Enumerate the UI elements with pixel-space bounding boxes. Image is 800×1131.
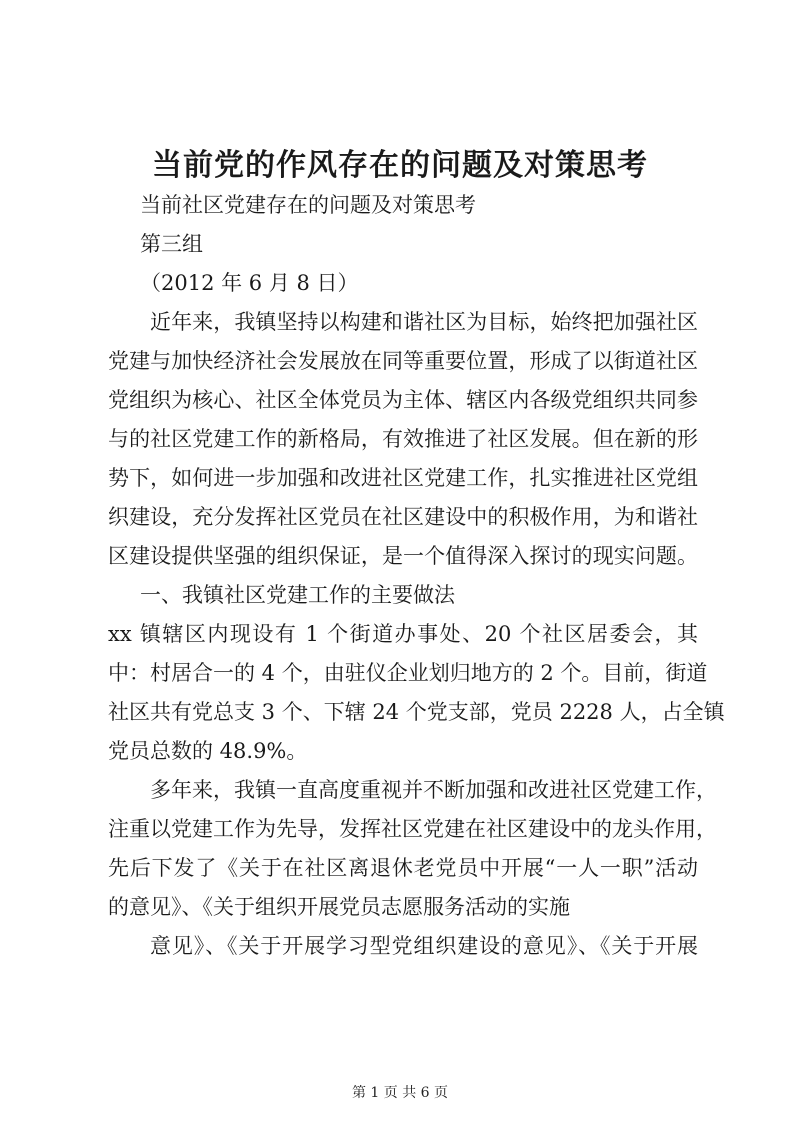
document-title: 当前党的作风存在的问题及对策思考 xyxy=(152,148,648,183)
paragraph-line: 先后下发了《关于在社区离退休老党员中开展“一人一职”活动 xyxy=(108,856,698,880)
paragraph-measures xyxy=(108,771,717,927)
paragraph-line: 势下，如何进一步加强和改进社区党建工作，扎实推进社区党组 xyxy=(108,466,698,490)
paragraph-line: 织建设，充分发挥社区党员在社区建设中的积极作用，为和谐社 xyxy=(108,505,698,529)
paragraph-line: 中：村居合一的 4 个，由驻仪企业划归地方的 2 个。目前，街道 xyxy=(108,661,708,685)
paragraph-line: 的意见》、《关于组织开展党员志愿服务活动的实施 xyxy=(108,895,570,919)
paragraph-line: 多年来，我镇一直高度重视并不断加强和改进社区党建工作， xyxy=(150,778,717,802)
subtitle: 当前社区党建存在的问题及对策思考 xyxy=(140,193,476,217)
paragraph-statistics xyxy=(108,615,725,771)
group-label: 第三组 xyxy=(140,232,203,256)
paragraph-line: 注重以党建工作为先导，发挥社区党建在社区建设中的龙头作用， xyxy=(108,817,717,841)
paragraph-continued xyxy=(108,927,698,966)
paragraph-intro xyxy=(108,303,698,576)
section-heading: 一、我镇社区党建工作的主要做法 xyxy=(140,583,455,607)
paragraph-line: 社区共有党总支 3 个、下辖 24 个党支部，党员 2228 人，占全镇 xyxy=(108,700,725,724)
paragraph-line: 意见》、《关于开展学习型党组织建设的意见》、《关于开展 xyxy=(150,934,698,958)
paragraph-line: 与的社区党建工作的新格局，有效推进了社区发展。但在新的形 xyxy=(108,427,698,451)
paragraph-line: xx 镇辖区内现设有 1 个街道办事处、20 个社区居委会，其 xyxy=(108,622,698,646)
paragraph-line: 党员总数的 48.9%。 xyxy=(108,739,308,763)
paragraph-line: 近年来，我镇坚持以构建和谐社区为目标，始终把加强社区 xyxy=(150,310,698,334)
page-indicator: 第 1 页 共 6 页 xyxy=(351,1085,449,1101)
date-line: （2012 年 6 月 8 日） xyxy=(140,271,359,295)
paragraph-line: 区建设提供坚强的组织保证，是一个值得深入探讨的现实问题。 xyxy=(108,544,698,568)
paragraph-line: 党组织为核心、社区全体党员为主体、辖区内各级党组织共同参 xyxy=(108,388,698,412)
document-body xyxy=(108,186,725,966)
paragraph-line: 党建与加快经济社会发展放在同等重要位置，形成了以街道社区 xyxy=(108,349,698,373)
